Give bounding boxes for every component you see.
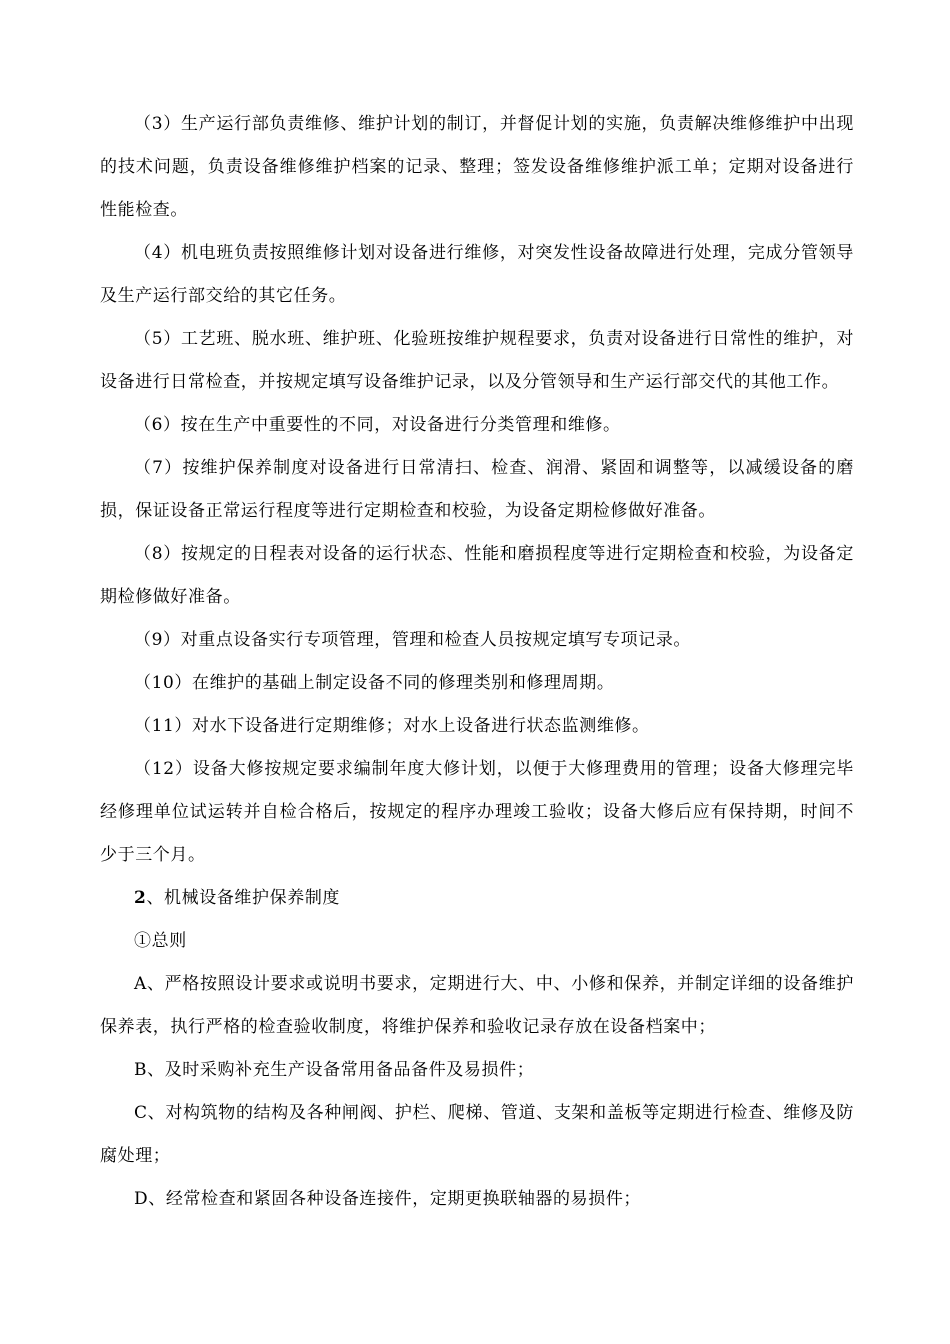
- section-title: 、机械设备维护保养制度: [146, 888, 341, 908]
- paragraph-4: （4）机电班负责按照维修计划对设备进行维修，对突发性设备故障进行处理，完成分管领导及生产运行部交给的其它任务。: [100, 243, 854, 306]
- subsection-heading: ①总则: [134, 931, 187, 951]
- paragraph-5: （5）工艺班、脱水班、维护班、化验班按维护规程要求，负责对设备进行日常性的维护，对设备进行日常检查，并按规定填写设备维护记录，以及分管领导和生产运行部交代的其他工作。: [100, 329, 854, 392]
- paragraph-3: （3）生产运行部负责维修、维护计划的制订，并督促计划的实施，负责解决维修维护中出现的技术问题，负责设备维修维护档案的记录、整理；签发设备维修维护派工单；定期对设备进行性能检查。: [100, 114, 854, 220]
- paragraph-10: （10）在维护的基础上制定设备不同的修理类别和修理周期。: [134, 673, 615, 693]
- item-b: B、及时采购补充生产设备常用备品备件及易损件；: [134, 1060, 535, 1080]
- paragraph-9: （9）对重点设备实行专项管理，管理和检查人员按规定填写专项记录。: [134, 630, 692, 650]
- item-a: A、严格按照设计要求或说明书要求，定期进行大、中、小修和保养，并制定详细的设备维护保养表，执行严格的检查验收制度，将维护保养和验收记录存放在设备档案中；: [100, 974, 854, 1037]
- paragraph-8: （8）按规定的日程表对设备的运行状态、性能和磨损程度等进行定期检查和校验，为设备定期检修做好准备。: [100, 544, 854, 607]
- paragraph-6: （6）按在生产中重要性的不同，对设备进行分类管理和维修。: [134, 415, 621, 435]
- section-heading: [100, 877, 854, 920]
- paragraph-12: （12）设备大修按规定要求编制年度大修计划，以便于大修理费用的管理；设备大修理完毕经修理单位试运转并自检合格后，按规定的程序办理竣工验收；设备大修后应有保持期，时间不少于三个月。: [100, 759, 854, 865]
- item-d: D、经常检查和紧固各种设备连接件，定期更换联轴器的易损件；: [134, 1189, 642, 1209]
- paragraph-11: （11）对水下设备进行定期维修；对水上设备进行状态监测维修。: [134, 716, 650, 736]
- paragraph-7: （7）按维护保养制度对设备进行日常清扫、检查、润滑、紧固和调整等，以减缓设备的磨损，保证设备正常运行程度等进行定期检查和校验，为设备定期检修做好准备。: [100, 458, 854, 521]
- section-number: 2: [134, 888, 147, 908]
- item-c: C、对构筑物的结构及各种闸阀、护栏、爬梯、管道、支架和盖板等定期进行检查、维修及防腐处理；: [100, 1103, 854, 1166]
